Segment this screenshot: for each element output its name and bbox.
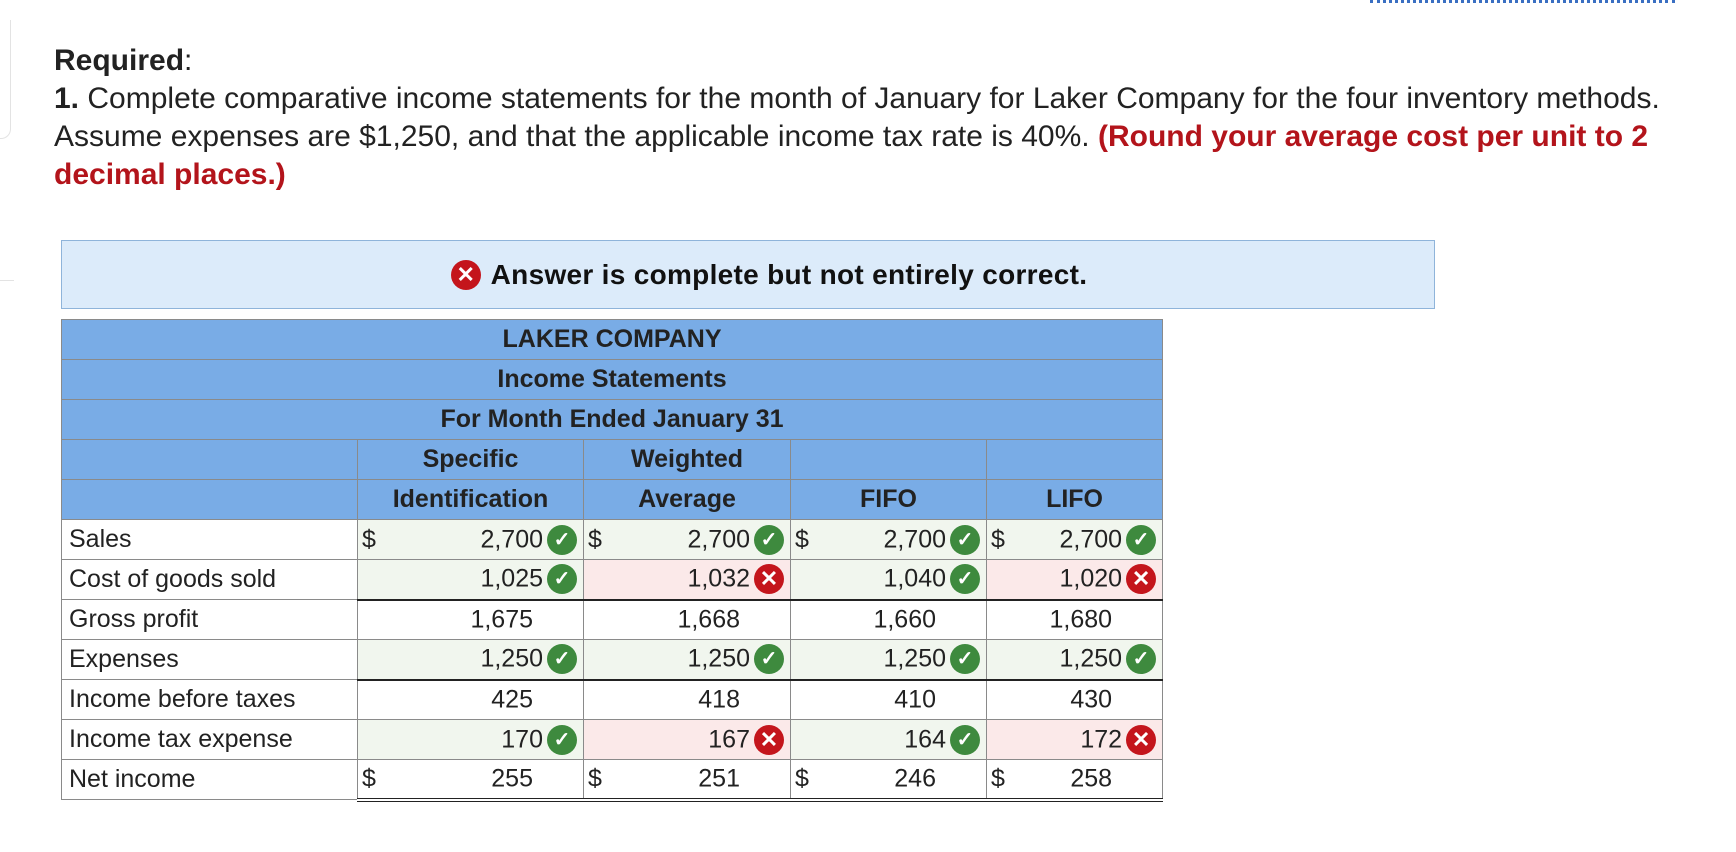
cell-value: 2,700 bbox=[687, 525, 750, 553]
dollar-sign: $ bbox=[362, 525, 376, 553]
answer-status-text: Answer is complete but not entirely correct. bbox=[490, 258, 1088, 290]
cell-value: 1,250 bbox=[1059, 644, 1123, 673]
income-statement-table bbox=[61, 319, 1163, 802]
cell-value: 1,040 bbox=[883, 564, 946, 593]
required-heading: Required bbox=[54, 44, 185, 77]
table-row bbox=[62, 560, 1163, 600]
answer-cell-lifo bbox=[987, 680, 1163, 720]
cell-value: 1,250 bbox=[687, 644, 750, 673]
answer-cell-weighted-average bbox=[584, 760, 791, 800]
column-header-specific-line1: Specific bbox=[358, 440, 584, 480]
answer-cell-specific-identification[interactable] bbox=[358, 520, 584, 560]
left-edge-line bbox=[0, 280, 14, 281]
answer-cell-specific-identification[interactable] bbox=[358, 720, 584, 760]
answer-cell-lifo bbox=[987, 760, 1163, 800]
check-circle-icon: ✓ bbox=[950, 725, 980, 755]
row-label: Expenses bbox=[62, 640, 358, 680]
answer-cell-fifo bbox=[791, 680, 987, 720]
dollar-sign: $ bbox=[795, 525, 809, 553]
answer-cell-fifo[interactable] bbox=[791, 560, 987, 600]
row-label: Gross profit bbox=[62, 600, 358, 640]
cell-value: 430 bbox=[1070, 685, 1113, 714]
column-header-weighted-line2: Average bbox=[584, 480, 791, 520]
x-circle-icon: ✕ bbox=[754, 725, 784, 755]
cell-value: 172 bbox=[1080, 725, 1123, 753]
dollar-sign: $ bbox=[991, 525, 1005, 553]
check-circle-icon: ✓ bbox=[1126, 644, 1156, 674]
answer-cell-weighted-average[interactable] bbox=[584, 640, 791, 680]
answer-cell-lifo[interactable] bbox=[987, 640, 1163, 680]
cell-value: 2,700 bbox=[1059, 525, 1123, 553]
dollar-sign: $ bbox=[588, 525, 602, 553]
answer-cell-weighted-average bbox=[584, 680, 791, 720]
table-row bbox=[62, 680, 1163, 720]
cell-value: 425 bbox=[491, 685, 533, 714]
check-circle-icon: ✓ bbox=[547, 525, 577, 555]
row-label: Sales bbox=[62, 520, 358, 560]
check-circle-icon: ✓ bbox=[547, 725, 577, 755]
answer-cell-fifo bbox=[791, 760, 987, 800]
answer-cell-weighted-average bbox=[584, 600, 791, 640]
statement-period: For Month Ended January 31 bbox=[62, 400, 1163, 440]
header-blank bbox=[62, 440, 358, 480]
cell-value: 251 bbox=[698, 764, 740, 793]
cell-value: 1,675 bbox=[470, 605, 533, 634]
answer-cell-specific-identification[interactable] bbox=[358, 560, 584, 600]
table-row bbox=[62, 600, 1163, 640]
cell-value: 246 bbox=[894, 764, 936, 793]
question-number: 1. bbox=[54, 82, 80, 115]
cell-value: 1,020 bbox=[1059, 564, 1123, 593]
column-header-specific-line2: Identification bbox=[358, 480, 584, 520]
answer-cell-weighted-average[interactable] bbox=[584, 720, 791, 760]
answer-cell-specific-identification bbox=[358, 760, 584, 800]
x-circle-icon: ✕ bbox=[1126, 725, 1156, 755]
x-circle-icon: ✕ bbox=[754, 564, 784, 594]
column-header-weighted-line1: Weighted bbox=[584, 440, 791, 480]
column-header-lifo-line1 bbox=[987, 440, 1163, 480]
check-circle-icon: ✓ bbox=[754, 525, 784, 555]
dollar-sign: $ bbox=[991, 764, 1005, 793]
cell-value: 164 bbox=[904, 725, 946, 753]
dollar-sign: $ bbox=[795, 764, 809, 793]
rounding-instruction: (Round your average cost per unit to 2 decimal places.) bbox=[54, 120, 1649, 191]
cell-value: 1,668 bbox=[677, 605, 740, 634]
check-circle-icon: ✓ bbox=[950, 564, 980, 594]
answer-cell-specific-identification[interactable] bbox=[358, 640, 584, 680]
answer-status-banner bbox=[61, 240, 1435, 309]
answer-cell-weighted-average[interactable] bbox=[584, 520, 791, 560]
cell-value: 1,250 bbox=[480, 644, 543, 673]
answer-cell-specific-identification bbox=[358, 600, 584, 640]
statement-title: Income Statements bbox=[62, 360, 1163, 400]
answer-cell-lifo[interactable] bbox=[987, 520, 1163, 560]
left-edge-panel bbox=[0, 20, 11, 139]
row-label: Net income bbox=[62, 760, 358, 800]
x-circle-icon: ✕ bbox=[451, 260, 481, 290]
required-colon: : bbox=[184, 44, 193, 77]
cell-value: 1,680 bbox=[1049, 605, 1113, 634]
cell-value: 410 bbox=[894, 685, 936, 714]
cell-value: 1,660 bbox=[873, 605, 936, 634]
x-circle-icon: ✕ bbox=[1126, 564, 1156, 594]
question-body: Complete comparative income statements for the month of January for Laker Company for the four inventory methods. Assume expenses are $1,250, and that the applicable income tax rate is 40%. bbox=[54, 82, 1660, 153]
column-header-lifo-line2: LIFO bbox=[987, 480, 1163, 520]
cell-value: 1,032 bbox=[687, 564, 750, 593]
answer-cell-specific-identification bbox=[358, 680, 584, 720]
cell-value: 1,250 bbox=[883, 644, 946, 673]
answer-cell-fifo bbox=[791, 600, 987, 640]
cell-value: 1,025 bbox=[480, 564, 543, 593]
check-circle-icon: ✓ bbox=[950, 644, 980, 674]
row-label: Cost of goods sold bbox=[62, 560, 358, 600]
cell-value: 418 bbox=[698, 685, 740, 714]
cell-value: 170 bbox=[501, 725, 543, 753]
cell-value: 258 bbox=[1070, 764, 1113, 793]
header-blank bbox=[62, 480, 358, 520]
table-row bbox=[62, 760, 1163, 800]
table-row bbox=[62, 720, 1163, 760]
answer-cell-fifo[interactable] bbox=[791, 520, 987, 560]
check-circle-icon: ✓ bbox=[950, 525, 980, 555]
cell-value: 2,700 bbox=[883, 525, 946, 553]
table-row bbox=[62, 640, 1163, 680]
answer-cell-fifo[interactable] bbox=[791, 640, 987, 680]
cell-value: 2,700 bbox=[480, 525, 543, 553]
answer-cell-lifo[interactable] bbox=[987, 720, 1163, 760]
row-label: Income tax expense bbox=[62, 720, 358, 760]
cell-value: 255 bbox=[491, 764, 533, 793]
answer-cell-lifo[interactable] bbox=[987, 560, 1163, 600]
dollar-sign: $ bbox=[362, 764, 376, 793]
answer-cell-fifo[interactable] bbox=[791, 720, 987, 760]
answer-cell-weighted-average[interactable] bbox=[584, 560, 791, 600]
row-label: Income before taxes bbox=[62, 680, 358, 720]
column-header-fifo-line2: FIFO bbox=[791, 480, 987, 520]
check-circle-icon: ✓ bbox=[1126, 525, 1156, 555]
column-header-fifo-line1 bbox=[791, 440, 987, 480]
check-circle-icon: ✓ bbox=[547, 564, 577, 594]
dollar-sign: $ bbox=[588, 764, 602, 793]
answer-cell-lifo bbox=[987, 600, 1163, 640]
top-dotted-divider bbox=[1370, 0, 1675, 3]
company-name: LAKER COMPANY bbox=[62, 320, 1163, 360]
table-row bbox=[62, 520, 1163, 560]
check-circle-icon: ✓ bbox=[547, 644, 577, 674]
question-text bbox=[54, 42, 1694, 194]
cell-value: 167 bbox=[708, 725, 750, 753]
check-circle-icon: ✓ bbox=[754, 644, 784, 674]
